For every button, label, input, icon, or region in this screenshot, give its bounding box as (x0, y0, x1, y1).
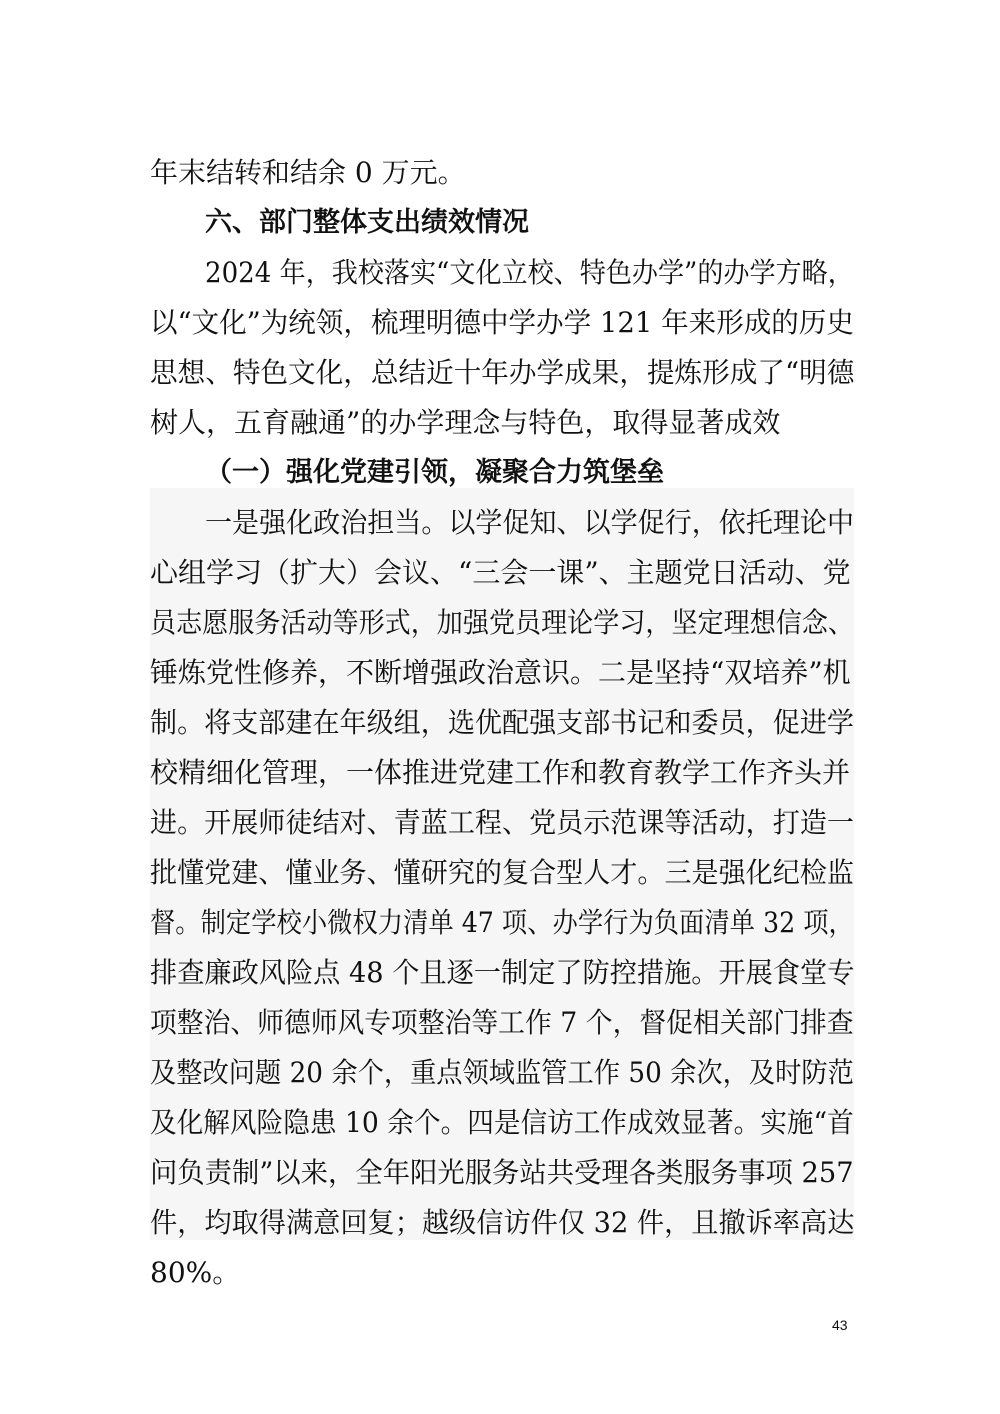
body-text-line: 思想、特色文化，总结近十年办学成果，提炼形成了“明德 (150, 356, 855, 389)
body-text-line: 及化解风险隐患 10 余个。四是信访工作成效显著。实施“首 (150, 1106, 854, 1139)
body-text-line: 校精细化管理，一体推进党建工作和教育教学工作齐头并 (150, 756, 851, 789)
body-text-line: 一是强化政治担当。以学促知、以学促行，依托理论中 (205, 506, 855, 539)
body-text-line: 员志愿服务活动等形式，加强党员理论学习，坚定理想信念、 (150, 606, 855, 639)
body-text-line: 80%。 (150, 1256, 241, 1289)
page-number: 43 (832, 1317, 848, 1333)
section-heading: 六、部门整体支出绩效情况 (205, 207, 529, 238)
body-text-line: 年末结转和结余 0 万元。 (150, 156, 466, 189)
body-text-line: 排查廉政风险点 48 个且逐一制定了防控措施。开展食堂专 (150, 956, 855, 989)
body-text-line: 锤炼党性修养，不断增强政治意识。二是坚持“双培养”机 (150, 656, 851, 689)
body-text-line: 件，均取得满意回复；越级信访件仅 32 件，且撤诉率高达 (150, 1206, 855, 1239)
subsection-heading: （一）强化党建引领，凝聚合力筑堡垒 (205, 457, 664, 488)
body-text-line: 以“文化”为统领，梳理明德中学办学 121 年来形成的历史 (150, 306, 854, 339)
body-text-line: 2024 年，我校落实“文化立校、特色办学”的办学方略， (205, 256, 854, 289)
body-text-line: 项整治、师德师风专项整治等工作 7 个，督促相关部门排查 (150, 1006, 854, 1039)
body-text-line: 及整改问题 20 余个，重点领域监管工作 50 余次，及时防范 (150, 1056, 854, 1089)
body-text-line: 问负责制”以来，全年阳光服务站共受理各类服务事项 257 (150, 1156, 854, 1189)
body-text-line: 督。制定学校小微权力清单 47 项、办学行为负面清单 32 项， (150, 906, 854, 939)
body-text-line: 心组学习（扩大）会议、“三会一课”、主题党日活动、党 (150, 556, 851, 589)
body-text-line: 制。将支部建在年级组，选优配强支部书记和委员，促进学 (150, 706, 854, 739)
body-text-line: 批懂党建、懂业务、懂研究的复合型人才。三是强化纪检监 (150, 856, 854, 889)
body-text-line: 树人，五育融通”的办学理念与特色，取得显著成效 (150, 406, 781, 439)
body-text-line: 进。开展师徒结对、青蓝工程、党员示范课等活动，打造一 (150, 806, 854, 839)
